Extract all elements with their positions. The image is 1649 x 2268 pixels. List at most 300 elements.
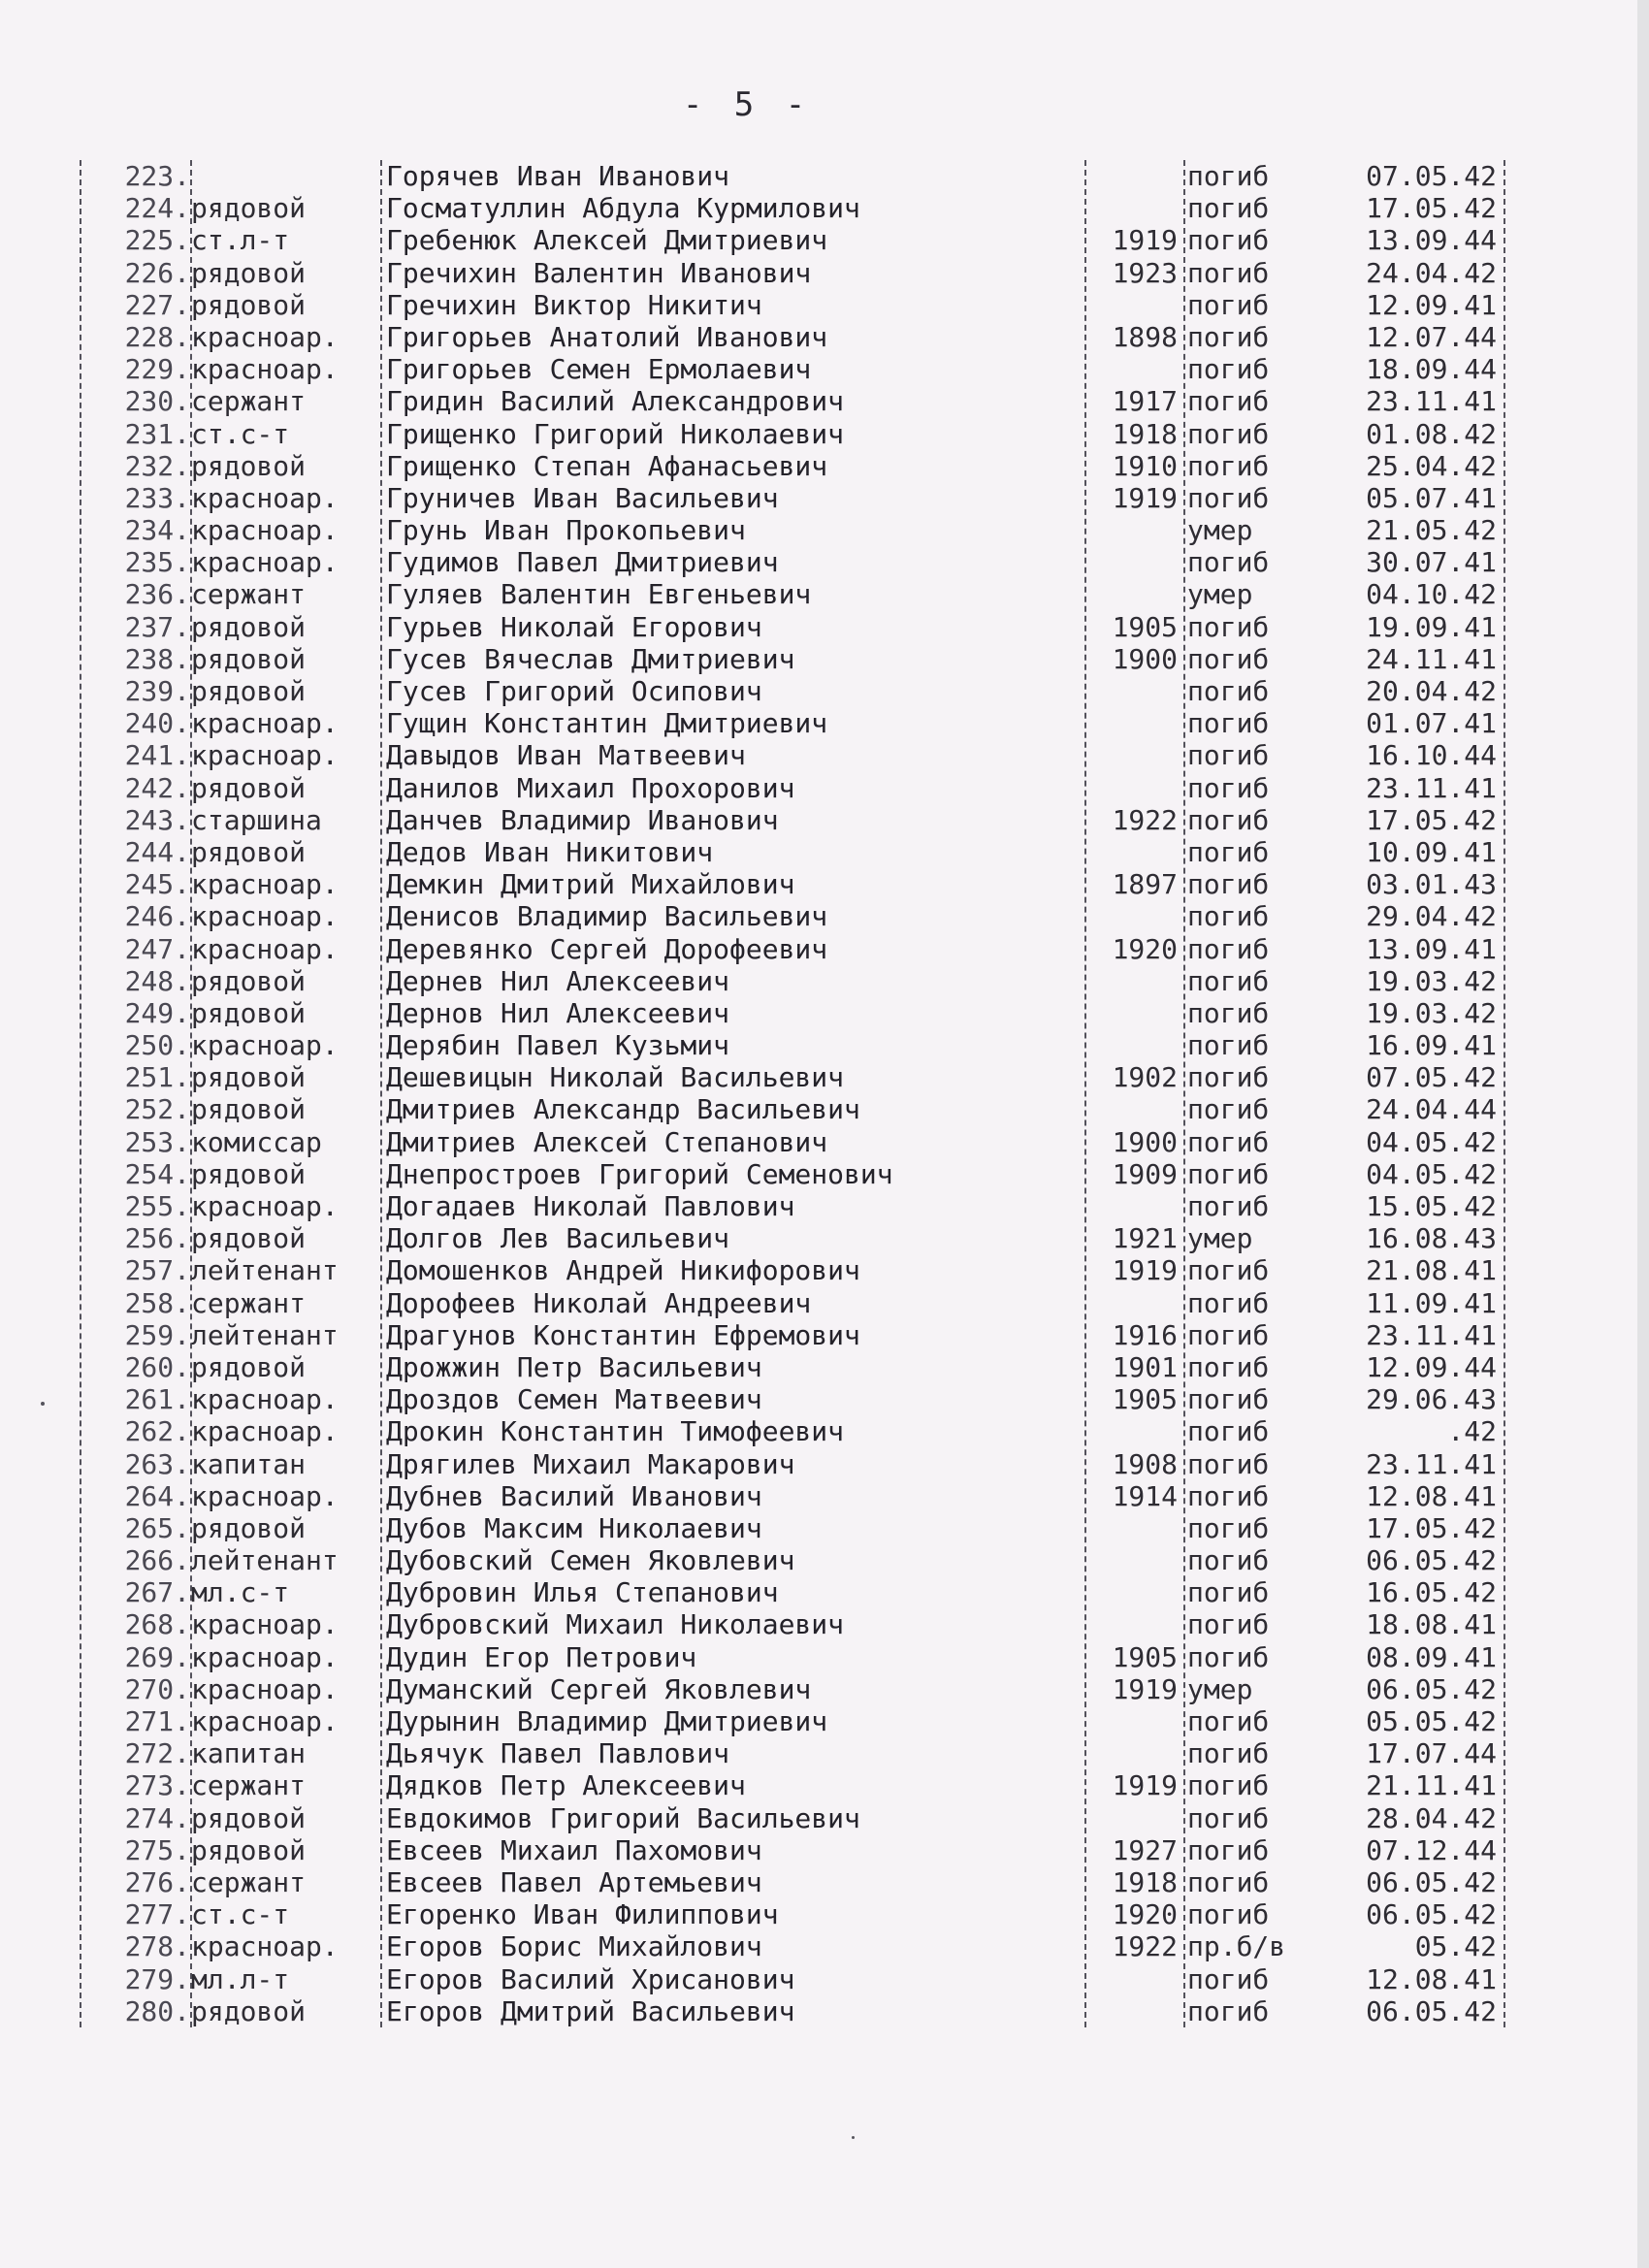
entry-date: 04.10.42 xyxy=(1366,578,1497,611)
entry-full-name: Гридин Василий Александрович xyxy=(386,385,845,418)
entry-number: 253. xyxy=(124,1125,190,1158)
entry-number: 260. xyxy=(124,1350,190,1383)
scan-speck xyxy=(41,1402,45,1406)
entry-date: 08.09.41 xyxy=(1366,1640,1497,1673)
entry-fate: погиб xyxy=(1187,1318,1270,1351)
entry-number: 254. xyxy=(124,1157,190,1190)
entry-birth-year: 1914 xyxy=(1112,1479,1178,1512)
entry-birth-year: 1900 xyxy=(1112,642,1178,675)
casualty-register-table xyxy=(68,160,1523,2027)
entry-number: 231. xyxy=(124,417,190,450)
entry-birth-year: 1920 xyxy=(1112,932,1178,965)
entry-fate: погиб xyxy=(1187,1833,1270,1866)
entry-full-name: Домошенков Андрей Никифорович xyxy=(386,1254,860,1287)
entry-birth-year: 1917 xyxy=(1112,385,1178,418)
entry-date: 21.08.41 xyxy=(1366,1254,1497,1287)
entry-fate: погиб xyxy=(1187,1769,1270,1802)
table-row xyxy=(68,1963,1523,1995)
entry-full-name: Демкин Дмитрий Михайлович xyxy=(386,868,795,901)
entry-date: 23.11.41 xyxy=(1366,385,1497,418)
entry-fate: погиб xyxy=(1187,1415,1270,1448)
entry-number: 259. xyxy=(124,1318,190,1351)
entry-date: .42 xyxy=(1447,1415,1497,1448)
entry-fate: погиб xyxy=(1187,1479,1270,1512)
entry-full-name: Дубнев Василий Иванович xyxy=(386,1479,762,1512)
entry-rank: капитан xyxy=(191,1447,307,1480)
entry-rank: сержант xyxy=(191,1769,307,1802)
entry-number: 264. xyxy=(124,1479,190,1512)
entry-fate: погиб xyxy=(1187,1286,1270,1319)
table-row xyxy=(68,1512,1523,1544)
entry-full-name: Гусев Григорий Осипович xyxy=(386,675,762,707)
entry-full-name: Грищенко Григорий Николаевич xyxy=(386,417,845,450)
entry-date: 17.07.44 xyxy=(1366,1737,1497,1770)
entry-date: 24.04.42 xyxy=(1366,256,1497,289)
entry-rank: красноар. xyxy=(191,900,339,933)
entry-date: 15.05.42 xyxy=(1366,1190,1497,1222)
table-row xyxy=(68,546,1523,578)
entry-full-name: Дрожжин Петр Васильевич xyxy=(386,1350,762,1383)
entry-full-name: Дядков Петр Алексеевич xyxy=(386,1769,746,1802)
entry-date: 06.05.42 xyxy=(1366,1994,1497,2027)
entry-full-name: Деревянко Сергей Дорофеевич xyxy=(386,932,828,965)
entry-rank: красноар. xyxy=(191,514,339,547)
entry-full-name: Дубровин Илья Степанович xyxy=(386,1576,779,1609)
entry-birth-year: 1902 xyxy=(1112,1061,1178,1094)
entry-rank: рядовой xyxy=(191,1511,307,1544)
entry-fate: пр.б/в xyxy=(1187,1930,1286,1963)
entry-number: 227. xyxy=(124,288,190,321)
table-row xyxy=(68,1673,1523,1705)
entry-date: 19.03.42 xyxy=(1366,996,1497,1029)
table-row xyxy=(68,675,1523,707)
entry-full-name: Гусев Вячеслав Дмитриевич xyxy=(386,642,795,675)
entry-full-name: Дрягилев Михаил Макарович xyxy=(386,1447,795,1480)
page-number: - 5 - xyxy=(682,85,812,124)
entry-rank: мл.л-т xyxy=(191,1962,290,1995)
table-row xyxy=(68,1029,1523,1061)
entry-birth-year: 1923 xyxy=(1112,256,1178,289)
table-row xyxy=(68,1383,1523,1415)
entry-number: 235. xyxy=(124,546,190,579)
table-row xyxy=(68,514,1523,546)
table-row xyxy=(68,772,1523,804)
table-row xyxy=(68,1930,1523,1962)
entry-date: 06.05.42 xyxy=(1366,1898,1497,1931)
entry-date: 16.10.44 xyxy=(1366,739,1497,772)
entry-number: 278. xyxy=(124,1930,190,1963)
entry-number: 280. xyxy=(124,1994,190,2027)
entry-rank: сержант xyxy=(191,1286,307,1319)
entry-date: 07.05.42 xyxy=(1366,160,1497,192)
entry-full-name: Гребенюк Алексей Дмитриевич xyxy=(386,224,828,257)
entry-fate: погиб xyxy=(1187,1737,1270,1770)
entry-rank: сержант xyxy=(191,385,307,418)
entry-full-name: Григорьев Семен Ермолаевич xyxy=(386,353,812,386)
entry-rank: сержант xyxy=(191,578,307,611)
entry-rank: лейтенант xyxy=(191,1318,339,1351)
entry-birth-year: 1919 xyxy=(1112,481,1178,514)
entry-birth-year: 1908 xyxy=(1112,1447,1178,1480)
entry-fate: погиб xyxy=(1187,642,1270,675)
entry-fate: погиб xyxy=(1187,1865,1270,1898)
entry-date: 12.08.41 xyxy=(1366,1962,1497,1995)
table-row xyxy=(68,1576,1523,1608)
entry-birth-year: 1919 xyxy=(1112,1672,1178,1705)
entry-fate: погиб xyxy=(1187,803,1270,836)
entry-full-name: Дубовский Семен Яковлевич xyxy=(386,1544,795,1577)
entry-date: 16.09.41 xyxy=(1366,1029,1497,1062)
entry-full-name: Дерябин Павел Кузьмич xyxy=(386,1029,730,1062)
entry-rank: рядовой xyxy=(191,1350,307,1383)
entry-fate: умер xyxy=(1187,1222,1253,1255)
entry-number: 269. xyxy=(124,1640,190,1673)
entry-number: 249. xyxy=(124,996,190,1029)
entry-full-name: Давыдов Иван Матвеевич xyxy=(386,739,746,772)
table-row xyxy=(68,289,1523,321)
entry-number: 262. xyxy=(124,1415,190,1448)
entry-rank: рядовой xyxy=(191,642,307,675)
entry-date: 10.09.41 xyxy=(1366,835,1497,868)
entry-full-name: Егоров Борис Михайлович xyxy=(386,1930,762,1963)
entry-rank: красноар. xyxy=(191,868,339,901)
entry-date: 05.07.41 xyxy=(1366,481,1497,514)
entry-rank: рядовой xyxy=(191,256,307,289)
entry-date: 03.01.43 xyxy=(1366,868,1497,901)
entry-date: 04.05.42 xyxy=(1366,1125,1497,1158)
entry-fate: погиб xyxy=(1187,385,1270,418)
entry-number: 263. xyxy=(124,1447,190,1480)
entry-number: 277. xyxy=(124,1898,190,1931)
table-row xyxy=(68,1802,1523,1834)
entry-fate: умер xyxy=(1187,578,1253,611)
entry-full-name: Дмитриев Александр Васильевич xyxy=(386,1093,860,1126)
entry-fate: погиб xyxy=(1187,1801,1270,1834)
entry-rank: рядовой xyxy=(191,1061,307,1094)
entry-rank: красноар. xyxy=(191,707,339,740)
entry-birth-year: 1921 xyxy=(1112,1222,1178,1255)
entry-birth-year: 1918 xyxy=(1112,1865,1178,1898)
entry-rank: рядовой xyxy=(191,1093,307,1126)
entry-number: 272. xyxy=(124,1737,190,1770)
entry-date: 01.08.42 xyxy=(1366,417,1497,450)
entry-rank: сержант xyxy=(191,1865,307,1898)
entry-number: 228. xyxy=(124,320,190,353)
table-row xyxy=(68,1480,1523,1512)
entry-rank: рядовой xyxy=(191,192,307,225)
entry-fate: погиб xyxy=(1187,1511,1270,1544)
entry-number: 239. xyxy=(124,675,190,707)
entry-rank: рядовой xyxy=(191,964,307,997)
entry-number: 252. xyxy=(124,1093,190,1126)
entry-fate: погиб xyxy=(1187,996,1270,1029)
entry-date: 18.08.41 xyxy=(1366,1608,1497,1641)
entry-rank: рядовой xyxy=(191,1833,307,1866)
entry-fate: погиб xyxy=(1187,1576,1270,1609)
entry-fate: погиб xyxy=(1187,1608,1270,1641)
entry-rank: комиссар xyxy=(191,1125,322,1158)
entry-birth-year: 1905 xyxy=(1112,1383,1178,1416)
entry-number: 256. xyxy=(124,1222,190,1255)
entry-fate: погиб xyxy=(1187,256,1270,289)
entry-number: 236. xyxy=(124,578,190,611)
entry-fate: погиб xyxy=(1187,1544,1270,1577)
entry-full-name: Дудин Егор Петрович xyxy=(386,1640,697,1673)
table-row xyxy=(68,1608,1523,1640)
entry-full-name: Григорьев Анатолий Иванович xyxy=(386,320,828,353)
entry-rank: красноар. xyxy=(191,1608,339,1641)
table-row xyxy=(68,1126,1523,1158)
entry-fate: погиб xyxy=(1187,932,1270,965)
scan-edge xyxy=(1637,0,1649,2268)
entry-number: 255. xyxy=(124,1190,190,1222)
entry-birth-year: 1900 xyxy=(1112,1125,1178,1158)
table-row xyxy=(68,1737,1523,1769)
entry-full-name: Горячев Иван Иванович xyxy=(386,160,730,192)
table-row xyxy=(68,192,1523,224)
entry-rank: красноар. xyxy=(191,1705,339,1737)
entry-rank: рядовой xyxy=(191,1801,307,1834)
entry-rank: красноар. xyxy=(191,1383,339,1416)
entry-date: 29.04.42 xyxy=(1366,900,1497,933)
table-row xyxy=(68,965,1523,997)
entry-fate: погиб xyxy=(1187,353,1270,386)
scan-speck xyxy=(852,2136,855,2139)
entry-date: 23.11.41 xyxy=(1366,1447,1497,1480)
entry-rank: рядовой xyxy=(191,1222,307,1255)
table-row xyxy=(68,482,1523,514)
entry-full-name: Гуляев Валентин Евгеньевич xyxy=(386,578,812,611)
entry-date: 24.11.41 xyxy=(1366,642,1497,675)
entry-rank: рядовой xyxy=(191,771,307,804)
table-row xyxy=(68,739,1523,771)
entry-fate: умер xyxy=(1187,514,1253,547)
entry-birth-year: 1919 xyxy=(1112,224,1178,257)
entry-birth-year: 1897 xyxy=(1112,868,1178,901)
entry-rank: красноар. xyxy=(191,1415,339,1448)
entry-date: 28.04.42 xyxy=(1366,1801,1497,1834)
entry-full-name: Догадаев Николай Павлович xyxy=(386,1190,795,1222)
entry-rank: красноар. xyxy=(191,320,339,353)
entry-fate: погиб xyxy=(1187,1447,1270,1480)
table-row xyxy=(68,1834,1523,1866)
table-row xyxy=(68,900,1523,932)
entry-rank: рядовой xyxy=(191,835,307,868)
table-row xyxy=(68,1641,1523,1673)
entry-number: 266. xyxy=(124,1544,190,1577)
entry-number: 242. xyxy=(124,771,190,804)
entry-fate: погиб xyxy=(1187,1898,1270,1931)
entry-birth-year: 1898 xyxy=(1112,320,1178,353)
entry-number: 234. xyxy=(124,514,190,547)
entry-date: 16.08.43 xyxy=(1366,1222,1497,1255)
entry-number: 240. xyxy=(124,707,190,740)
entry-rank: рядовой xyxy=(191,449,307,482)
table-row xyxy=(68,1769,1523,1801)
entry-rank: красноар. xyxy=(191,1640,339,1673)
table-row xyxy=(68,611,1523,643)
entry-fate: погиб xyxy=(1187,739,1270,772)
entry-date: 25.04.42 xyxy=(1366,449,1497,482)
table-row xyxy=(68,1190,1523,1222)
entry-number: 230. xyxy=(124,385,190,418)
entry-number: 245. xyxy=(124,868,190,901)
entry-date: 23.11.41 xyxy=(1366,1318,1497,1351)
table-row xyxy=(68,1093,1523,1125)
entry-full-name: Дернов Нил Алексеевич xyxy=(386,996,730,1029)
table-row xyxy=(68,450,1523,482)
entry-number: 248. xyxy=(124,964,190,997)
entry-full-name: Евсеев Павел Артемьевич xyxy=(386,1865,762,1898)
entry-rank: красноар. xyxy=(191,481,339,514)
entry-date: 07.12.44 xyxy=(1366,1833,1497,1866)
entry-rank: старшина xyxy=(191,803,322,836)
entry-rank: рядовой xyxy=(191,1994,307,2027)
entry-rank: красноар. xyxy=(191,1029,339,1062)
entry-full-name: Днепростроев Григорий Семенович xyxy=(386,1157,893,1190)
entry-full-name: Данчев Владимир Иванович xyxy=(386,803,779,836)
entry-rank: рядовой xyxy=(191,1157,307,1190)
entry-date: 17.05.42 xyxy=(1366,192,1497,225)
table-row xyxy=(68,1995,1523,2027)
table-row xyxy=(68,1448,1523,1480)
entry-date: 04.05.42 xyxy=(1366,1157,1497,1190)
entry-number: 274. xyxy=(124,1801,190,1834)
entry-full-name: Груничев Иван Васильевич xyxy=(386,481,779,514)
entry-birth-year: 1910 xyxy=(1112,449,1178,482)
table-row xyxy=(68,643,1523,675)
entry-birth-year: 1905 xyxy=(1112,610,1178,643)
entry-date: 29.06.43 xyxy=(1366,1383,1497,1416)
table-row xyxy=(68,1866,1523,1898)
entry-date: 18.09.44 xyxy=(1366,353,1497,386)
entry-full-name: Егоров Василий Хрисанович xyxy=(386,1962,795,1995)
table-row xyxy=(68,224,1523,256)
entry-date: 11.09.41 xyxy=(1366,1286,1497,1319)
entry-full-name: Егоренко Иван Филиппович xyxy=(386,1898,779,1931)
entry-full-name: Грунь Иван Прокопьевич xyxy=(386,514,746,547)
entry-full-name: Евсеев Михаил Пахомович xyxy=(386,1833,762,1866)
entry-full-name: Гудимов Павел Дмитриевич xyxy=(386,546,779,579)
entry-rank: красноар. xyxy=(191,932,339,965)
entry-birth-year: 1909 xyxy=(1112,1157,1178,1190)
entry-fate: погиб xyxy=(1187,224,1270,257)
entry-full-name: Дрокин Константин Тимофеевич xyxy=(386,1415,845,1448)
entry-fate: погиб xyxy=(1187,449,1270,482)
entry-rank: ст.л-т xyxy=(191,224,290,257)
entry-fate: погиб xyxy=(1187,1254,1270,1287)
entry-number: 243. xyxy=(124,803,190,836)
table-row xyxy=(68,804,1523,836)
entry-birth-year: 1901 xyxy=(1112,1350,1178,1383)
entry-number: 229. xyxy=(124,353,190,386)
entry-full-name: Денисов Владимир Васильевич xyxy=(386,900,828,933)
entry-fate: погиб xyxy=(1187,1962,1270,1995)
entry-date: 16.05.42 xyxy=(1366,1576,1497,1609)
entry-fate: погиб xyxy=(1187,1029,1270,1062)
entry-fate: погиб xyxy=(1187,675,1270,707)
entry-date: 13.09.44 xyxy=(1366,224,1497,257)
entry-number: 238. xyxy=(124,642,190,675)
entry-rank: красноар. xyxy=(191,1479,339,1512)
entry-number: 268. xyxy=(124,1608,190,1641)
entry-fate: погиб xyxy=(1187,288,1270,321)
table-row xyxy=(68,353,1523,385)
entry-date: 19.03.42 xyxy=(1366,964,1497,997)
table-row xyxy=(68,1351,1523,1383)
entry-fate: погиб xyxy=(1187,1061,1270,1094)
entry-fate: погиб xyxy=(1187,1350,1270,1383)
entry-full-name: Дьячук Павел Павлович xyxy=(386,1737,730,1770)
entry-number: 250. xyxy=(124,1029,190,1062)
entry-fate: погиб xyxy=(1187,417,1270,450)
table-row xyxy=(68,707,1523,739)
entry-fate: погиб xyxy=(1187,1157,1270,1190)
table-row xyxy=(68,1544,1523,1576)
table-row xyxy=(68,997,1523,1029)
entry-date: 06.05.42 xyxy=(1366,1865,1497,1898)
entry-rank: лейтенант xyxy=(191,1254,339,1287)
entry-full-name: Дорофеев Николай Андреевич xyxy=(386,1286,812,1319)
entry-number: 247. xyxy=(124,932,190,965)
entry-birth-year: 1919 xyxy=(1112,1769,1178,1802)
entry-number: 276. xyxy=(124,1865,190,1898)
table-row xyxy=(68,578,1523,610)
entry-full-name: Егоров Дмитрий Васильевич xyxy=(386,1994,795,2027)
entry-number: 244. xyxy=(124,835,190,868)
table-row xyxy=(68,868,1523,900)
entry-fate: погиб xyxy=(1187,1994,1270,2027)
entry-full-name: Дроздов Семен Матвеевич xyxy=(386,1383,762,1416)
entry-full-name: Гущин Константин Дмитриевич xyxy=(386,707,828,740)
entry-fate: погиб xyxy=(1187,160,1270,192)
entry-number: 246. xyxy=(124,900,190,933)
entry-date: 17.05.42 xyxy=(1366,803,1497,836)
entry-date: 20.04.42 xyxy=(1366,675,1497,707)
entry-rank: капитан xyxy=(191,1737,307,1770)
entry-full-name: Гречихин Валентин Иванович xyxy=(386,256,812,289)
table-row xyxy=(68,321,1523,353)
entry-fate: погиб xyxy=(1187,835,1270,868)
entry-full-name: Грищенко Степан Афанасьевич xyxy=(386,449,828,482)
entry-number: 275. xyxy=(124,1833,190,1866)
table-row xyxy=(68,160,1523,192)
entry-number: 232. xyxy=(124,449,190,482)
entry-date: 21.05.42 xyxy=(1366,514,1497,547)
entry-number: 265. xyxy=(124,1511,190,1544)
entry-birth-year: 1920 xyxy=(1112,1898,1178,1931)
entry-number: 237. xyxy=(124,610,190,643)
entry-number: 251. xyxy=(124,1061,190,1094)
entry-date: 30.07.41 xyxy=(1366,546,1497,579)
table-row xyxy=(68,1319,1523,1351)
entry-fate: погиб xyxy=(1187,868,1270,901)
entry-date: 12.09.41 xyxy=(1366,288,1497,321)
entry-fate: погиб xyxy=(1187,610,1270,643)
entry-full-name: Дубов Максим Николаевич xyxy=(386,1511,762,1544)
entry-number: 225. xyxy=(124,224,190,257)
entry-full-name: Дешевицын Николай Васильевич xyxy=(386,1061,845,1094)
entry-date: 23.11.41 xyxy=(1366,771,1497,804)
entry-date: 13.09.41 xyxy=(1366,932,1497,965)
entry-date: 12.08.41 xyxy=(1366,1479,1497,1512)
entry-full-name: Евдокимов Григорий Васильевич xyxy=(386,1801,860,1834)
entry-birth-year: 1922 xyxy=(1112,803,1178,836)
entry-birth-year: 1905 xyxy=(1112,1640,1178,1673)
entry-birth-year: 1918 xyxy=(1112,417,1178,450)
entry-fate: погиб xyxy=(1187,320,1270,353)
table-row xyxy=(68,418,1523,450)
